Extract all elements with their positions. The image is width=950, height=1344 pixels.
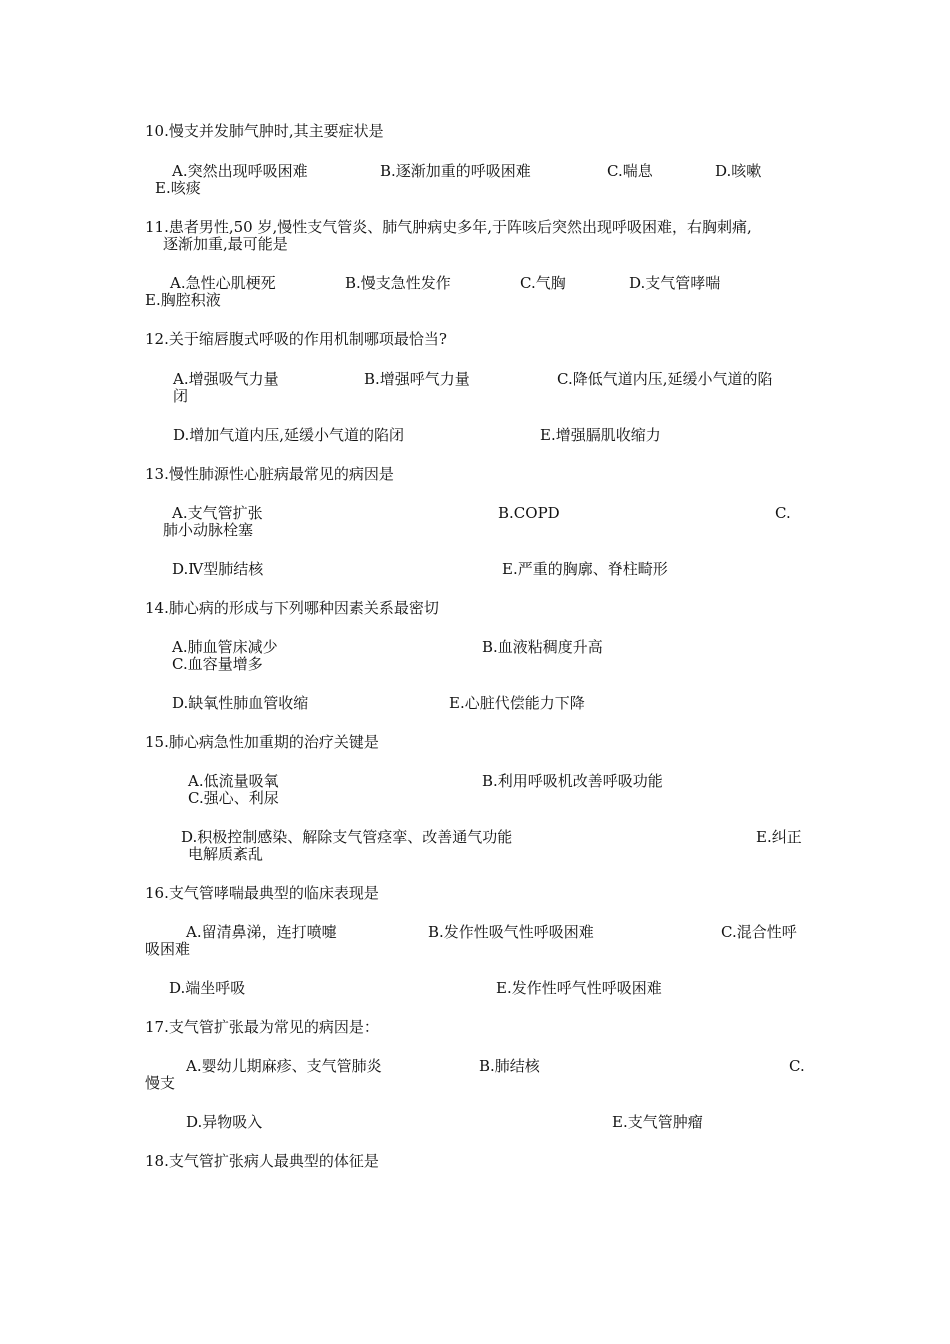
- q13-option-a: A.支气管扩张: [172, 504, 263, 522]
- q17-option-c-continued: 慢支: [145, 1074, 176, 1092]
- q11-option-a: A.急性心肌梗死: [170, 274, 276, 292]
- q16-option-a: A.留清鼻涕，连打喷嚏: [186, 923, 337, 941]
- q15-option-a: A.低流量吸氧: [188, 772, 279, 790]
- question-13-stem: 13.慢性肺源性心脏病最常见的病因是: [145, 465, 394, 483]
- question-15-stem: 15.肺心病急性加重期的治疗关键是: [145, 733, 379, 751]
- q17-option-b: B.肺结核: [479, 1057, 540, 1075]
- q12-option-b: B.增强呼气力量: [364, 370, 470, 388]
- q16-option-c-continued: 吸困难: [145, 940, 191, 958]
- q16-option-c: C.混合性呼: [721, 923, 797, 941]
- question-11-stem-line1: 11.患者男性,50 岁,慢性支气管炎、肺气肿病史多年,于阵咳后突然出现呼吸困难，右胸刺痛,: [145, 218, 752, 236]
- q15-option-b: B.利用呼吸机改善呼吸功能: [482, 772, 663, 790]
- q10-option-b: B.逐渐加重的呼吸困难: [380, 162, 531, 180]
- q16-option-b: B.发作性吸气性呼吸困难: [428, 923, 594, 941]
- q11-option-d: D.支气管哮喘: [629, 274, 721, 292]
- question-12-stem: 12.关于缩唇腹式呼吸的作用机制哪项最恰当?: [145, 330, 447, 348]
- q15-option-e: E.纠正: [756, 828, 802, 846]
- q14-option-a: A.肺血管床减少: [172, 638, 278, 656]
- q13-option-c: C.: [775, 504, 791, 522]
- q12-option-e: E.增强膈肌收缩力: [540, 426, 661, 444]
- q12-option-c: C.降低气道内压,延缓小气道的陷: [557, 370, 773, 388]
- q17-option-a: A.婴幼儿期麻疹、支气管肺炎: [186, 1057, 382, 1075]
- question-10-stem: 10.慢支并发肺气肿时,其主要症状是: [145, 122, 384, 140]
- question-14-stem: 14.肺心病的形成与下列哪种因素关系最密切: [145, 599, 439, 617]
- q10-option-e: E.咳痰: [155, 179, 201, 197]
- q12-option-d: D.增加气道内压,延缓小气道的陷闭: [173, 426, 405, 444]
- question-16-stem: 16.支气管哮喘最典型的临床表现是: [145, 884, 379, 902]
- q11-option-b: B.慢支急性发作: [345, 274, 451, 292]
- q13-option-e: E.严重的胸廓、脊柱畸形: [502, 560, 668, 578]
- q15-option-d: D.积极控制感染、解除支气管痉挛、改善通气功能: [181, 828, 513, 846]
- q13-option-c-continued: 肺小动脉栓塞: [163, 521, 254, 539]
- q14-option-c: C.血容量增多: [172, 655, 263, 673]
- q13-option-d: D.Ⅳ型肺结核: [172, 560, 264, 578]
- q17-option-d: D.异物吸入: [186, 1113, 263, 1131]
- q11-option-c: C.气胸: [520, 274, 566, 292]
- q12-option-c-continued: 闭: [173, 387, 189, 405]
- question-17-stem: 17.支气管扩张最为常见的病因是：: [145, 1018, 379, 1036]
- q10-option-d: D.咳嗽: [715, 162, 762, 180]
- q12-option-a: A.增强吸气力量: [173, 370, 279, 388]
- q14-option-e: E.心脏代偿能力下降: [449, 694, 585, 712]
- q10-option-c: C.喘息: [607, 162, 653, 180]
- q17-option-c: C.: [789, 1057, 805, 1075]
- question-18-stem: 18.支气管扩张病人最典型的体征是: [145, 1152, 379, 1170]
- question-11-stem-line2: 逐渐加重,最可能是: [163, 235, 288, 253]
- q11-option-e: E.胸腔积液: [145, 291, 221, 309]
- q10-option-a: A.突然出现呼吸困难: [172, 162, 308, 180]
- q16-option-e: E.发作性呼气性呼吸困难: [496, 979, 662, 997]
- q15-option-e-continued: 电解质紊乱: [188, 845, 264, 863]
- q14-option-d: D.缺氧性肺血管收缩: [172, 694, 309, 712]
- q17-option-e: E.支气管肿瘤: [612, 1113, 703, 1131]
- q16-option-d: D.端坐呼吸: [169, 979, 246, 997]
- q15-option-c: C.强心、利尿: [188, 789, 279, 807]
- q13-option-b: B.COPD: [498, 504, 560, 522]
- q14-option-b: B.血液粘稠度升高: [482, 638, 603, 656]
